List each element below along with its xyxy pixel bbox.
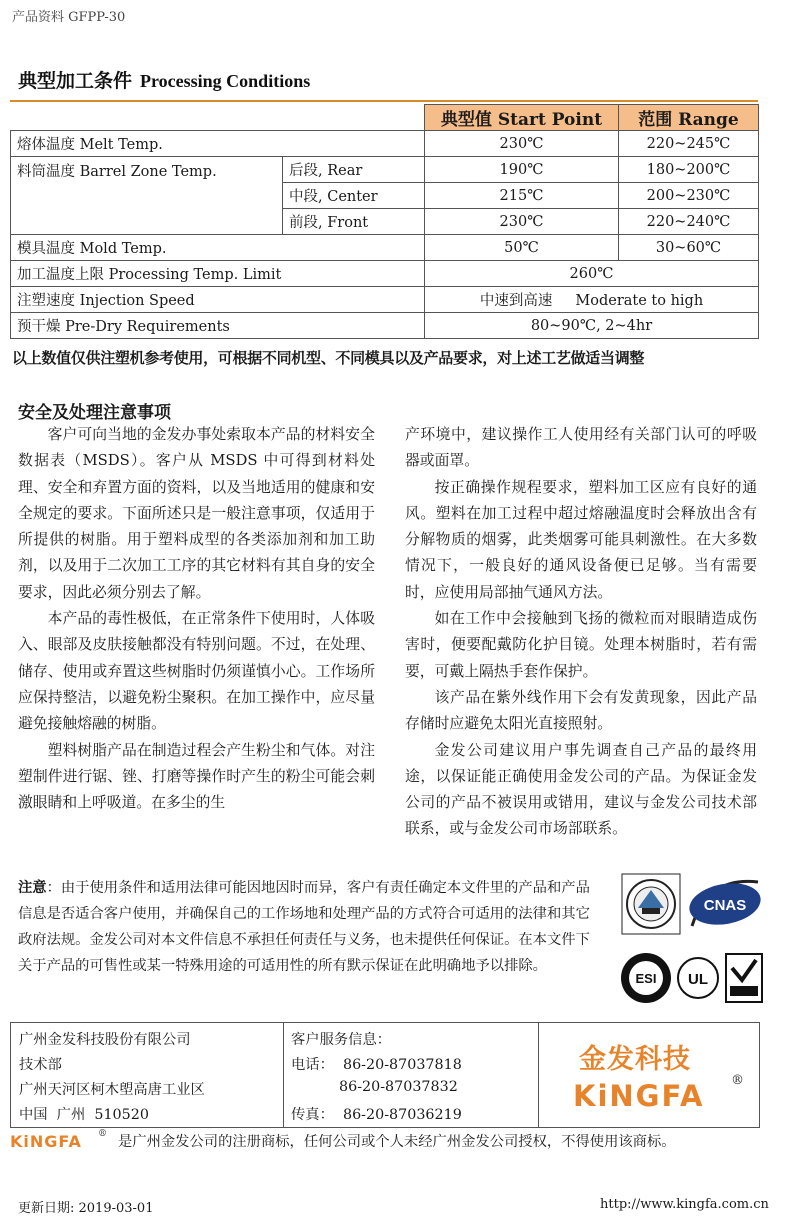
section-title-cn: 典型加工条件: [18, 70, 133, 92]
esi-label: ESI: [635, 971, 657, 986]
barrel-rear-start: 190℃: [425, 157, 619, 183]
safety-paragraph: 塑料树脂产品在制造过程会产生粉尘和气体。对注塑制件进行锯、锉、打磨等操作时产生的粉尘可能会刺激眼睛和上呼吸道。在多尘的生: [18, 741, 375, 812]
row-label-barrel: 料筒温度 Barrel Zone Temp.: [11, 157, 283, 235]
table-row: [11, 287, 759, 313]
cnas-label: CNAS: [703, 897, 747, 914]
speed-value: 中速到高速 Moderate to high: [425, 287, 759, 313]
ul-icon: [678, 958, 718, 998]
barrel-rear-range: 180~200℃: [619, 157, 759, 183]
esi-icon: [621, 953, 671, 1003]
city-postcode: 中国 广州 510520: [19, 1107, 149, 1123]
limit-value: 260℃: [425, 261, 759, 287]
processing-conditions-table: [10, 104, 759, 339]
barrel-zone-center: 中段, Center: [283, 183, 425, 209]
brand-logo: [539, 1023, 759, 1127]
ul-label: UL: [688, 971, 708, 988]
fax: 传真： 86-20-87036219: [291, 1107, 462, 1123]
department: 技术部: [19, 1057, 62, 1073]
company-info: [11, 1023, 284, 1127]
legal-notice: [18, 875, 603, 979]
registered-mark: ®: [731, 1073, 744, 1088]
table-row: [11, 235, 759, 261]
notice-label: 注意: [18, 880, 47, 896]
table-row: [11, 313, 759, 339]
row-label-limit: 加工温度上限 Processing Temp. Limit: [11, 261, 425, 287]
table-row: [11, 157, 759, 183]
website-link[interactable]: http://www.kingfa.com.cn: [600, 1197, 769, 1212]
safety-paragraph: 该产品在紫外线作用下会有发黄现象，因此产品存储时应避免太阳光直接照射。: [405, 688, 757, 733]
safety-column-right: [405, 422, 757, 843]
address: 广州天河区柯木塱高唐工业区: [19, 1082, 205, 1098]
trademark-registered: ®: [98, 1129, 107, 1139]
phone-2[interactable]: 86-20-87037832: [339, 1079, 458, 1095]
safety-title: 安全及处理注意事项: [18, 403, 171, 423]
table-row: [11, 131, 759, 157]
row-label-melt: 熔体温度 Melt Temp.: [11, 131, 425, 157]
row-label-mold: 模具温度 Mold Temp.: [11, 235, 425, 261]
safety-column-left: [18, 422, 375, 816]
cnas-icon: [686, 874, 764, 934]
table-row: [11, 261, 759, 287]
predry-value: 80~90℃, 2~4hr: [425, 313, 759, 339]
company-name: 广州金发科技股份有限公司: [19, 1032, 191, 1048]
melt-start: 230℃: [425, 131, 619, 157]
barrel-zone-front: 前段, Front: [283, 209, 425, 235]
brand-name-en: KiNGFA: [573, 1079, 705, 1113]
barrel-center-start: 215℃: [425, 183, 619, 209]
safety-paragraph: 金发公司建议用户事先调查自己产品的最终用途，以保证能正确使用金发公司的产品。为保证金发公司的产品不被误用或错用，建议与金发公司技术部联系，或与金发公司市场部联系。: [405, 741, 757, 838]
barrel-front-range: 220~240℃: [619, 209, 759, 235]
section-rule: [10, 100, 758, 102]
safety-paragraph: 客户可向当地的金发办事处索取本产品的材料安全数据表（MSDS）。客户从 MSDS 中可得到材料处理、安全和弃置方面的资料，以及当地适用的健康和安全规定的要求。下面所述只是一般注意事项，仅适用于所提供的树脂。用于塑料成型的各类添加剂和加工助剂，以及用于二次加工工序的其它材料有其自身的安全要求，因此必须分别去了解。: [18, 426, 375, 601]
mold-range: 30~60℃: [619, 235, 759, 261]
trademark-statement: 是广州金发公司的注册商标，任何公司或个人未经广州金发公司授权，不得使用该商标。: [118, 1134, 676, 1150]
safety-paragraph: 本产品的毒性极低，在正常条件下使用时，人体吸入、眼部及皮肤接触都没有特别问题。不过，在处理、储存、使用或弃置这些树脂时仍须谨慎小心。工作场所应保持整洁，以避免粉尘聚积。在加工操作中，应尽量避免接触熔融的树脂。: [18, 610, 375, 733]
header-range: 范围 Range: [619, 105, 759, 131]
table-note: 以上数值仅供注塑机参考使用，可根据不同机型、不同模具以及产品要求，对上述工艺做适当调整: [12, 349, 645, 367]
service-label: 客户服务信息：: [291, 1032, 392, 1048]
table-header-blank: [11, 105, 425, 131]
melt-range: 220~245℃: [619, 131, 759, 157]
mold-start: 50℃: [425, 235, 619, 261]
barrel-center-range: 200~230℃: [619, 183, 759, 209]
phone-1[interactable]: 电话： 86-20-87037818: [291, 1057, 462, 1073]
contact-box: [10, 1022, 760, 1128]
table-header-row: [11, 105, 759, 131]
barrel-zone-rear: 后段, Rear: [283, 157, 425, 183]
safety-paragraph: 按正确操作规程要求，塑料加工区应有良好的通风。塑料在加工过程中超过熔融温度时会释放出含有分解物质的烟雾，此类烟雾可能具刺激性。在大多数情况下，一般良好的通风设备便已足够。当有需要时，应使用局部抽气通风方法。: [405, 478, 757, 601]
document-id: 产品资料 GFPP-30: [12, 10, 126, 25]
quality-mark-icon: [726, 954, 762, 1002]
trademark-logo: KiNGFA: [10, 1132, 82, 1151]
section-title-en: Processing Conditions: [140, 71, 311, 91]
notice-text: ：由于使用条件和适用法律可能因地因时而异，客户有责任确定本文件里的产品和产品信息是否适合客户使用，并确保自己的工作场地和处理产品的方式符合可适用的法律和其它政府法规。金发公司对本文件信息不承担任何责任与义务，也未提供任何保证。在本文件下关于产品的可售性或某一特殊用途的可适用性的所有默示保证在此明确地予以排除。: [18, 880, 590, 974]
certification-logos: [618, 868, 768, 1008]
header-start-point: 典型值 Start Point: [425, 105, 619, 131]
row-label-predry: 预干燥 Pre-Dry Requirements: [11, 313, 425, 339]
section-title: [18, 66, 310, 93]
safety-paragraph: 如在工作中会接触到飞扬的微粒而对眼睛造成伤害时，便要配戴防化护目镜。处理本树脂时，若有需要，可戴上隔热手套作保护。: [405, 610, 757, 680]
customer-service: [283, 1023, 539, 1127]
update-date: 更新日期: 2019-03-01: [18, 1201, 154, 1216]
barrel-front-start: 230℃: [425, 209, 619, 235]
row-label-speed: 注塑速度 Injection Speed: [11, 287, 425, 313]
tuv-certification-icon: [622, 874, 680, 934]
safety-paragraph: 产环境中，建议操作工人使用经有关部门认可的呼吸器或面罩。: [405, 426, 757, 470]
brand-name-cn: 金发科技: [579, 1044, 691, 1075]
